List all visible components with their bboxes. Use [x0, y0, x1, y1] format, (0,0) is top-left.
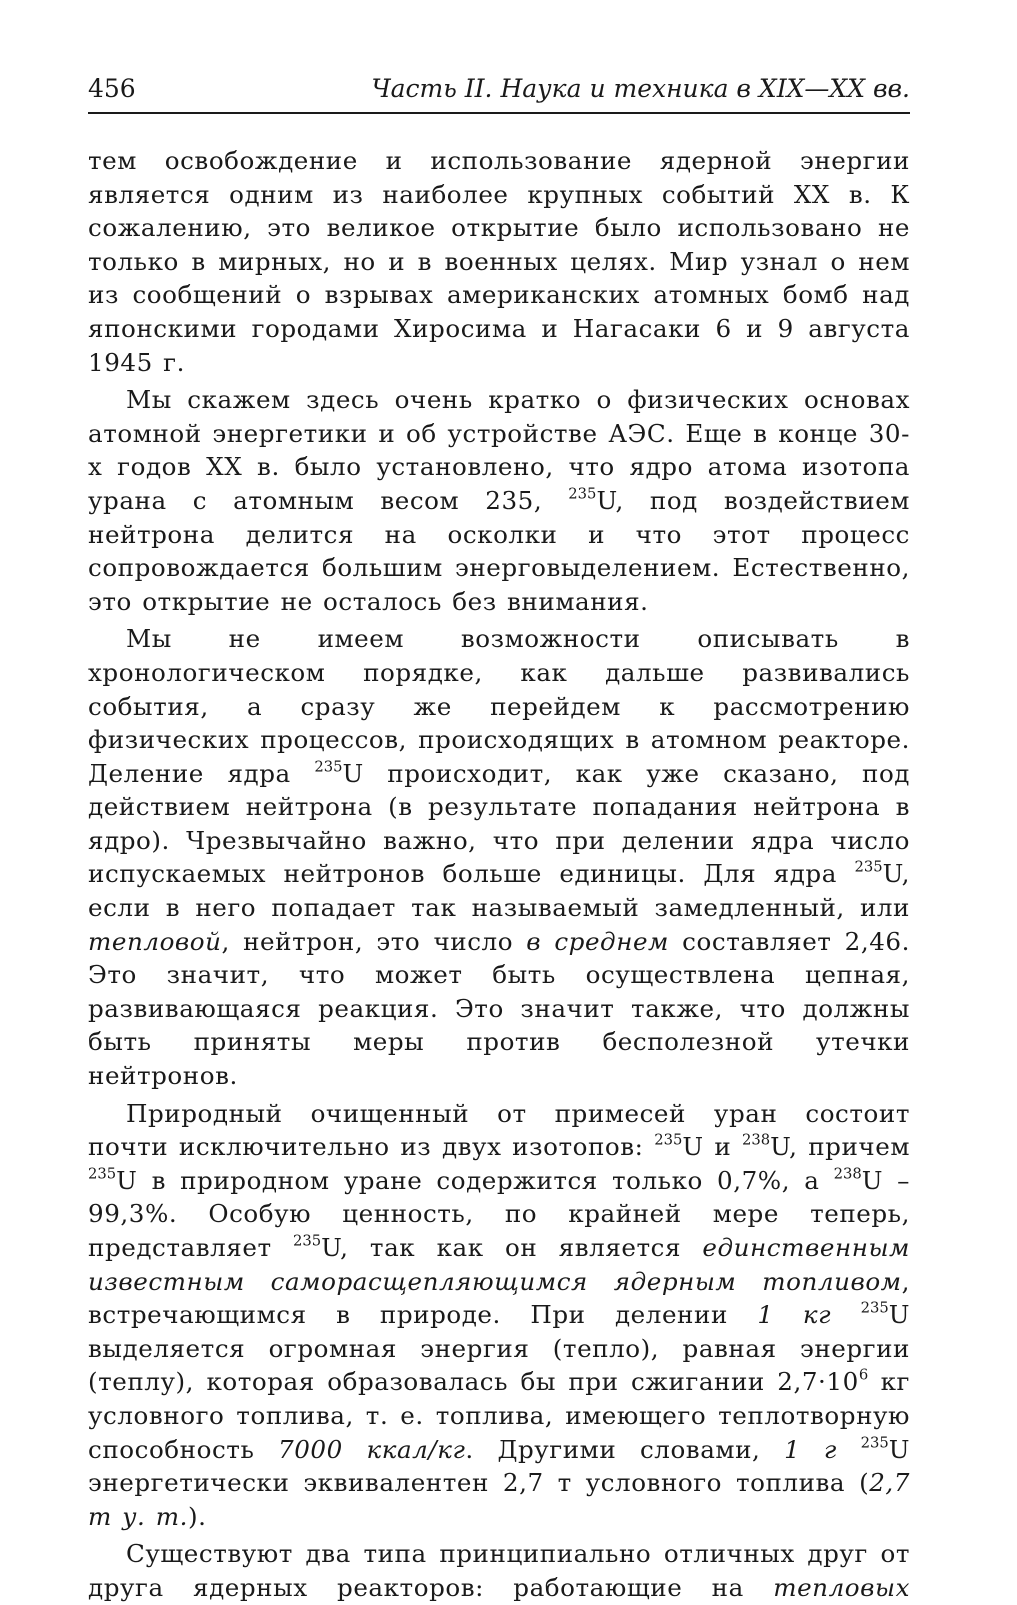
- book-page: [88, 68, 910, 1605]
- text-run: Мы скажем здесь очень кратко о физических основах атомной энергетики и об устройстве АЭС. Еще в конце 30-х годов XX в. было установлено, что ядро атома изотопа урана с атомным весом 235,: [88, 385, 910, 515]
- text-run: кг условного топлива, т. е. топлива, имеющего теплотворную способность: [88, 1367, 910, 1464]
- text-run: U – 99,3%. Особую ценность, по крайней мере теперь, представляет: [88, 1165, 910, 1262]
- italic-term: тепловых: [773, 1572, 910, 1602]
- text-run: [837, 1435, 861, 1464]
- text-run: , нейтрон, это число: [221, 926, 527, 956]
- running-head-title: Часть II. Наука и техника в XIX—XX вв.: [371, 74, 910, 103]
- text-run: Существуют два типа принципиально отличных друг от друга ядерных реакторов: работающие на: [88, 1539, 910, 1602]
- italic-term: 1 кг: [757, 1300, 832, 1330]
- isotope-mass-number: 238: [741, 1131, 771, 1149]
- running-head: [88, 68, 910, 114]
- exponent: 6: [858, 1367, 869, 1385]
- paragraph-4: [88, 1097, 910, 1534]
- isotope-mass-number: 238: [833, 1165, 862, 1183]
- text-run: U энергетически эквивалентен 2,7 т условного топлива (: [88, 1434, 910, 1498]
- page-number: 456: [88, 74, 136, 103]
- body-text: [88, 144, 910, 1605]
- text-run: . Другими словами,: [465, 1434, 785, 1464]
- text-run: U, если в него попадает так называемый замедленный, или: [88, 859, 910, 923]
- text-run: ).: [188, 1501, 207, 1531]
- italic-term: 1 г: [784, 1434, 837, 1464]
- text-run: [831, 1300, 860, 1329]
- text-run: , встречающимся в природе. При делении: [88, 1266, 910, 1330]
- text-run: U выделяется огромная энергия (тепло), равная энергии (теплу), которая образовалась бы при сжигании 2,7·10: [88, 1300, 911, 1397]
- paragraph-3: [88, 622, 910, 1092]
- italic-term: единственным известным саморасщепляющимся ядерным топливом: [88, 1233, 910, 1296]
- paragraph-5: [88, 1537, 910, 1604]
- isotope-mass-number: 235: [314, 758, 343, 776]
- italic-term: 7000 ккал/кг: [278, 1434, 466, 1464]
- text-run: U происходит, как уже сказано, под действием нейтрона (в результате попадания нейтрона в ядро). Чрезвычайно важно, что при делении ядра число испускаемых нейтронов больше единицы. Для ядра: [88, 758, 910, 889]
- isotope-mass-number: 235: [654, 1131, 683, 1149]
- text-run: составляет 2,46. Это значит, что может быть осуществлена цепная, развивающаяся реакция. Это значит также, что должны быть приняты меры против бесполезной утечки нейтронов.: [88, 926, 910, 1091]
- isotope-mass-number: 235: [854, 859, 883, 877]
- paragraph-2: [88, 383, 910, 618]
- text-run: U и: [682, 1132, 742, 1162]
- text-run: U, под воздействием нейтрона делится на осколки и что этот процесс сопровождается большим энерговыделением. Естественно, это открытие не осталось без внимания.: [88, 485, 910, 616]
- isotope-mass-number: 235: [860, 1299, 889, 1317]
- text-run: тем освобождение и использование ядерной энергии является одним из наиболее крупных событий XX в. К сожалению, это великое открытие было использовано не только в мирных, но и в военных целях. Мир узнал о нем из сообщений о взрывах американских атомных бомб над японскими городами Хиросима и Нагасаки 6 и 9 августа 1945 г.: [88, 146, 910, 377]
- italic-term: тепловой: [88, 926, 222, 956]
- isotope-mass-number: 235: [860, 1434, 889, 1452]
- isotope-mass-number: 235: [293, 1232, 322, 1250]
- italic-term: 2,7 т у. т.: [88, 1468, 910, 1531]
- text-run: U в природном уране содержится только 0,7%, а: [116, 1165, 834, 1195]
- italic-term: в среднем: [526, 926, 669, 956]
- text-run: U, причем: [770, 1132, 910, 1162]
- isotope-mass-number: 235: [88, 1165, 117, 1183]
- isotope-mass-number: 235: [568, 485, 597, 503]
- paragraph-1: [88, 144, 910, 379]
- text-run: Мы не имеем возможности описывать в хронологическом порядке, как дальше развивались события, а сразу же перейдем к рассмотрению физических процессов, происходящих в атомном реакторе. Деление ядра: [88, 624, 910, 788]
- text-run: Природный очищенный от примесей уран состоит почти исключительно из двух изотопов:: [88, 1098, 910, 1162]
- text-run: U, так как он является: [321, 1233, 703, 1262]
